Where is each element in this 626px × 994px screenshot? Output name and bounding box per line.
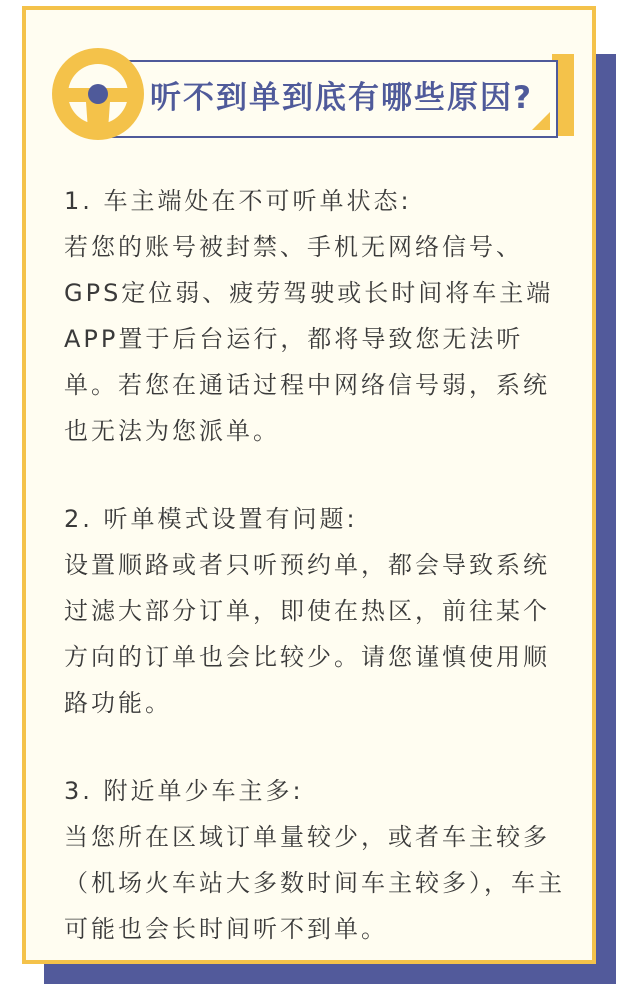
section-heading: 1. 车主端处在不可听单状态:: [64, 187, 412, 215]
section-3: [64, 768, 576, 952]
section-body: 当您所在区域订单量较少，或者车主较多（机场火车站大多数时间车主较多），车主可能也会长时间听不到单。: [64, 823, 565, 943]
section-1: [64, 178, 576, 454]
section-body: 若您的账号被封禁、手机无网络信号、GPS定位弱、疲劳驾驶或长时间将车主端APP置于后台运行，都将导致您无法听单。若您在通话过程中网络信号弱，系统也无法为您派单。: [64, 233, 554, 445]
steering-wheel-icon: [48, 44, 148, 144]
section-heading: 3. 附近单少车主多:: [64, 777, 304, 805]
title-corner-triangle: [532, 112, 550, 130]
content-body: [64, 178, 576, 994]
section-body: 设置顺路或者只听预约单，都会导致系统过滤大部分订单，即使在热区，前往某个方向的订单也会比较少。请您谨慎使用顺路功能。: [64, 551, 550, 717]
section-heading: 2. 听单模式设置有问题:: [64, 505, 358, 533]
page-title: 听不到单到底有哪些原因?: [150, 80, 533, 116]
section-2: [64, 496, 576, 726]
